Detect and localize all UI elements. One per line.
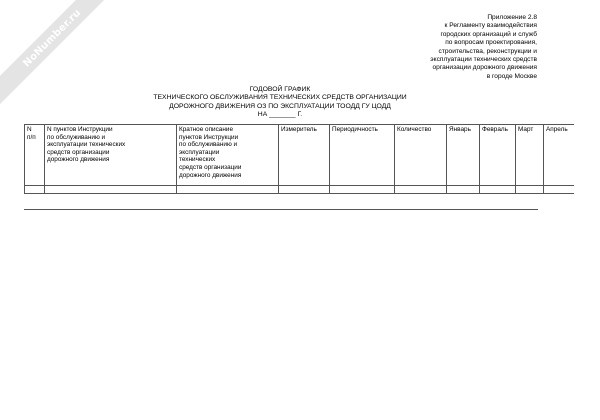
column-header-description: Кратное описание пунктов Инструкции по обслуживанию и эксплуатации технических средств организации дорожного движения — [177, 125, 279, 186]
appendix-line: в городе Москве — [486, 72, 537, 80]
appendix-line: Приложение 2.8 — [487, 14, 537, 21]
table-cell — [516, 186, 544, 194]
column-header-number: N п/п — [25, 125, 45, 186]
column-header-unit: Измеритель — [279, 125, 330, 186]
column-header-january: Январь — [447, 125, 480, 186]
table-cell — [177, 186, 279, 194]
table-cell — [395, 186, 447, 194]
table-cell — [45, 186, 177, 194]
table-header-row — [25, 125, 574, 186]
appendix-line: организации дорожного движения — [432, 64, 537, 72]
title-line: ТЕХНИЧЕСКОГО ОБСЛУЖИВАНИЯ ТЕХНИЧЕСКИХ СРЕДСТВ ОРГАНИЗАЦИИ — [153, 94, 407, 102]
column-header-april: Апрель — [544, 125, 574, 186]
document-title — [100, 86, 460, 119]
table-cell — [544, 186, 574, 194]
appendix-line: строительства, реконструкции и — [438, 47, 537, 55]
appendix-line: городских организаций и служб — [440, 30, 537, 38]
appendix-line: по вопросам проектирования, — [445, 39, 537, 47]
table-row — [25, 186, 574, 194]
appendix-note — [367, 14, 537, 81]
title-line: НА _______ Г. — [257, 110, 303, 118]
appendix-line: к Регламенту взаимодействия — [444, 22, 537, 30]
column-header-quantity: Количество — [395, 125, 447, 186]
title-line: ДОРОЖНОГО ДВИЖЕНИЯ ОЗ ПО ЭКСПЛУАТАЦИИ ТООДД ГУ ЦОДД — [169, 102, 391, 110]
column-header-instruction-items: N пунктов Инструкции по обслуживанию и эксплуатации технических средств организации дорожного движения — [45, 125, 177, 186]
watermark-text: NoNumber.ru — [21, 7, 83, 69]
bottom-rule — [24, 209, 538, 210]
table-cell — [279, 186, 330, 194]
column-header-february: Февраль — [480, 125, 516, 186]
table-cell — [330, 186, 395, 194]
schedule-table — [24, 124, 574, 194]
table-cell — [25, 186, 45, 194]
table-cell — [447, 186, 480, 194]
appendix-line: эксплуатации технических средств — [430, 56, 537, 64]
column-header-march: Март — [516, 125, 544, 186]
table-cell — [480, 186, 516, 194]
column-header-periodicity: Периодичность — [330, 125, 395, 186]
title-line: ГОДОВОЙ ГРАФИК — [249, 86, 311, 93]
